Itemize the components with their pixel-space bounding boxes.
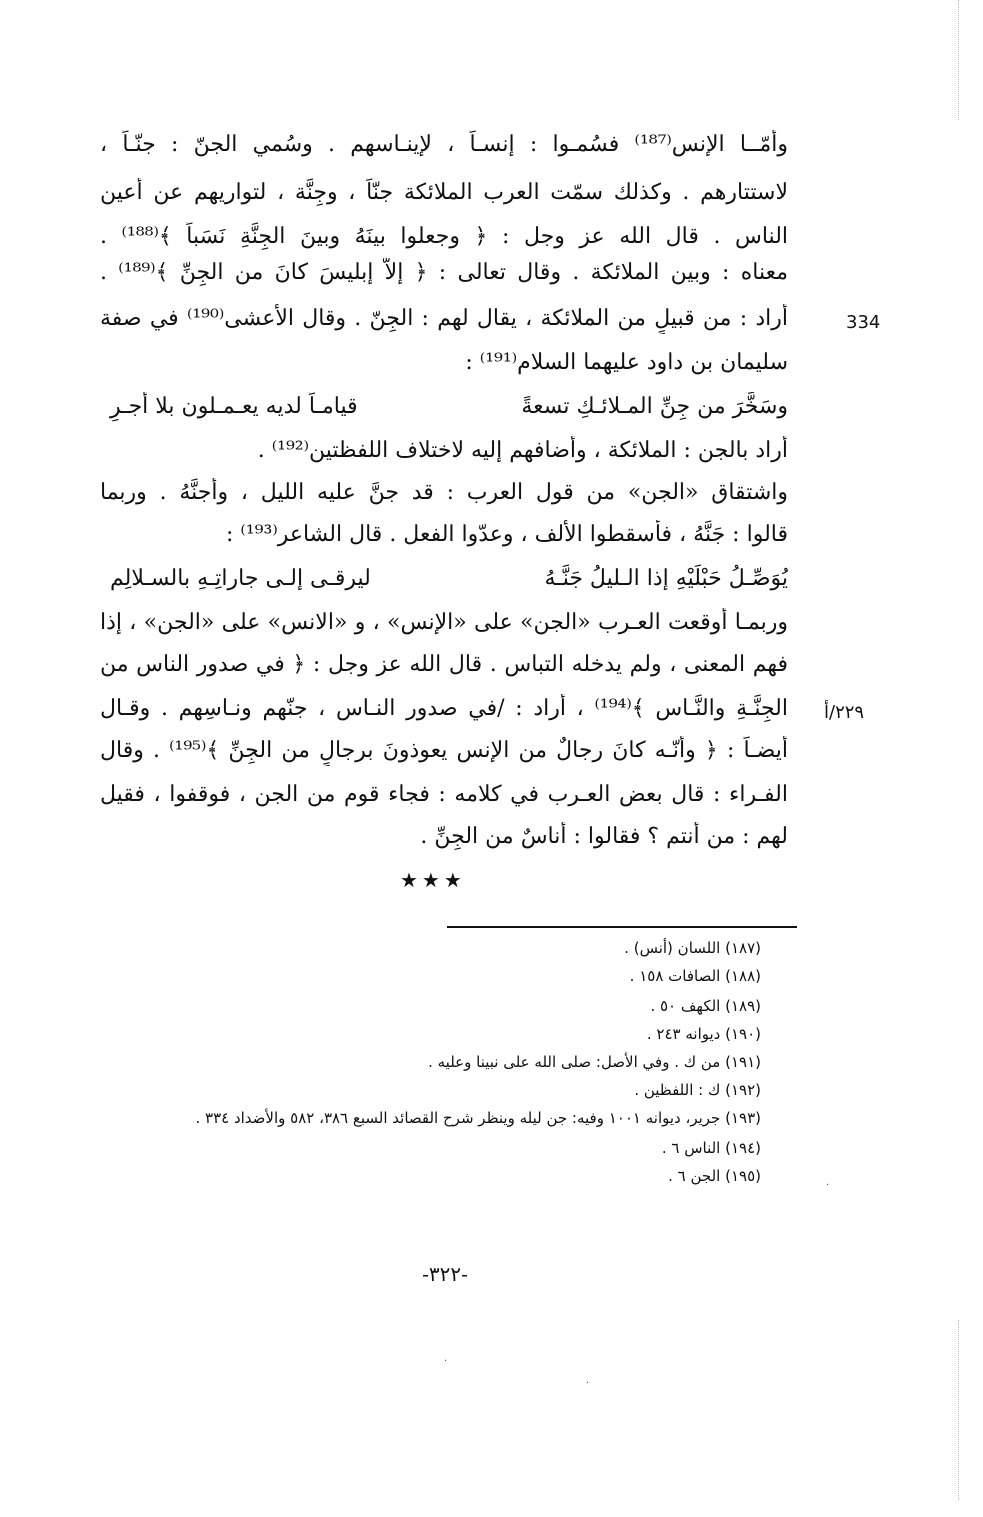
footnote: (١٨٩) الكهف ٥٠ . [650, 997, 761, 1015]
edition-page-marker: 334 [846, 312, 881, 333]
verse-hemistich-second: ليرقـى إلـى جاراتِـهِ بالسـلالِم [110, 566, 371, 591]
body-line: قالوا : جَنَّهُ ، فأسقطوا الألف ، وعدّوا الفعل . قال الشاعر⁽¹⁹³⁾ : [226, 522, 788, 547]
section-separator: ★★★ [400, 868, 466, 892]
footnote: (١٩٠) ديوانه ٢٤٣ . [646, 1025, 761, 1043]
footnote-rule [447, 926, 797, 928]
footnote: (١٩١) من ك . وفي الأصل: صلى الله على نبينا وعليه . [428, 1053, 761, 1071]
body-line: الناس . قال الله عز وجل : ﴿ وجعلوا بينَهُ وبينَ الجِنَّةِ نَسَباً ﴾⁽¹⁸⁸⁾ . [100, 224, 788, 249]
footnote: (١٩٢) ك : اللفظين . [634, 1081, 761, 1099]
verse-line [100, 564, 788, 594]
body-line: وربمـا أوقعت العـرب «الجن» على «الإنس» ، و «الانس» على «الجن» ، إذا [100, 610, 788, 635]
body-line: لاستتارهم . وكذلك سمّت العرب الملائكة جنّاً ، وجِنَّة ، لتواريهم عن أعين [100, 180, 788, 205]
verse-hemistich-first: يُوَصِّـلُ حَبْلَيْهِ إذا الـليلُ جَنَّـهُ [544, 566, 788, 591]
body-line: الفـراء : قال بعض العـرب في كلامه : فجاء قوم من الجن ، فوقفوا ، فقيل [100, 782, 788, 807]
body-line: أيضـاً : ﴿ وأنّـه كانَ رجالٌ من الإنس يعوذونَ برجالٍ من الجِنِّ ﴾⁽¹⁹⁵⁾ . وقال [100, 738, 788, 763]
footnote: (١٩٤) الناس ٦ . [661, 1139, 761, 1157]
scan-artifact [958, 1320, 959, 1500]
scan-speck: · [444, 1356, 448, 1367]
body-line: وأمّــا الإنس⁽¹⁸⁷⁾ فسُمـوا : إنسـاً ، لإينـاسهم . وسُمي الجنّ : جنّـاً ، [100, 132, 788, 157]
verse-hemistich-second: قيامـاً لديه يعـمـلون بلا أجـرِ [110, 394, 358, 419]
body-line: فهم المعنى ، ولم يدخله التباس . قال الله عز وجل : ﴿ في صدور الناس من [100, 652, 788, 677]
footnote: (١٩٥) الجن ٦ . [668, 1167, 761, 1185]
scan-artifact [958, 0, 959, 120]
page-number: -٣٢٢- [422, 1262, 468, 1286]
scan-speck: · [586, 1378, 590, 1389]
footnote: (١٩٣) جرير، ديوانه ١٠٠١ وفيه: جن ليله وينظر شرح القصائد السبع ٣٨٦، ٥٨٢ والأضداد ٣٣٤ . [195, 1109, 761, 1127]
body-line: معناه : وبين الملائكة . وقال تعالى : ﴿ إلاّ إبليسَ كانَ من الجِنِّ ﴾⁽¹⁸⁹⁾ . [100, 260, 788, 285]
manuscript-folio-marker: ٢٢٩/أ [824, 702, 865, 723]
body-line: لهم : من أنتم ؟ فقالوا : أُناسٌ من الجِنِّ . [420, 824, 788, 849]
body-line: أراد بالجن : الملائكة ، وأضافهم إليه لاختلاف اللفظتين⁽¹⁹²⁾ . [257, 438, 788, 463]
verse-hemistich-first: وسَخَّرَ من جِنِّ المـلائـكِ تسعةً [521, 394, 788, 419]
body-line: الجِنَّـةِ والنَّـاس ﴾⁽¹⁹⁴⁾ ، أراد : /في صدور النـاس ، جنّهم ونـاسِهم . وقـال [100, 696, 788, 721]
body-line: واشتقاق «الجن» من قول العرب : قد جنَّ عليه الليل ، وأجنَّهُ . وربما [100, 480, 788, 505]
footnote: (١٨٨) الصافات ١٥٨ . [629, 967, 761, 985]
body-line: سليمان بن داود عليهما السلام⁽¹⁹¹⁾ : [465, 350, 788, 375]
body-line: أراد : من قبيلٍ من الملائكة ، يقال لهم : الجِنّ . وقال الأعشى⁽¹⁹⁰⁾ في صفة [100, 306, 788, 331]
verse-line [100, 392, 788, 422]
scan-speck: · [826, 1180, 830, 1191]
footnote: (١٨٧) اللسان (أنس) . [624, 939, 761, 957]
